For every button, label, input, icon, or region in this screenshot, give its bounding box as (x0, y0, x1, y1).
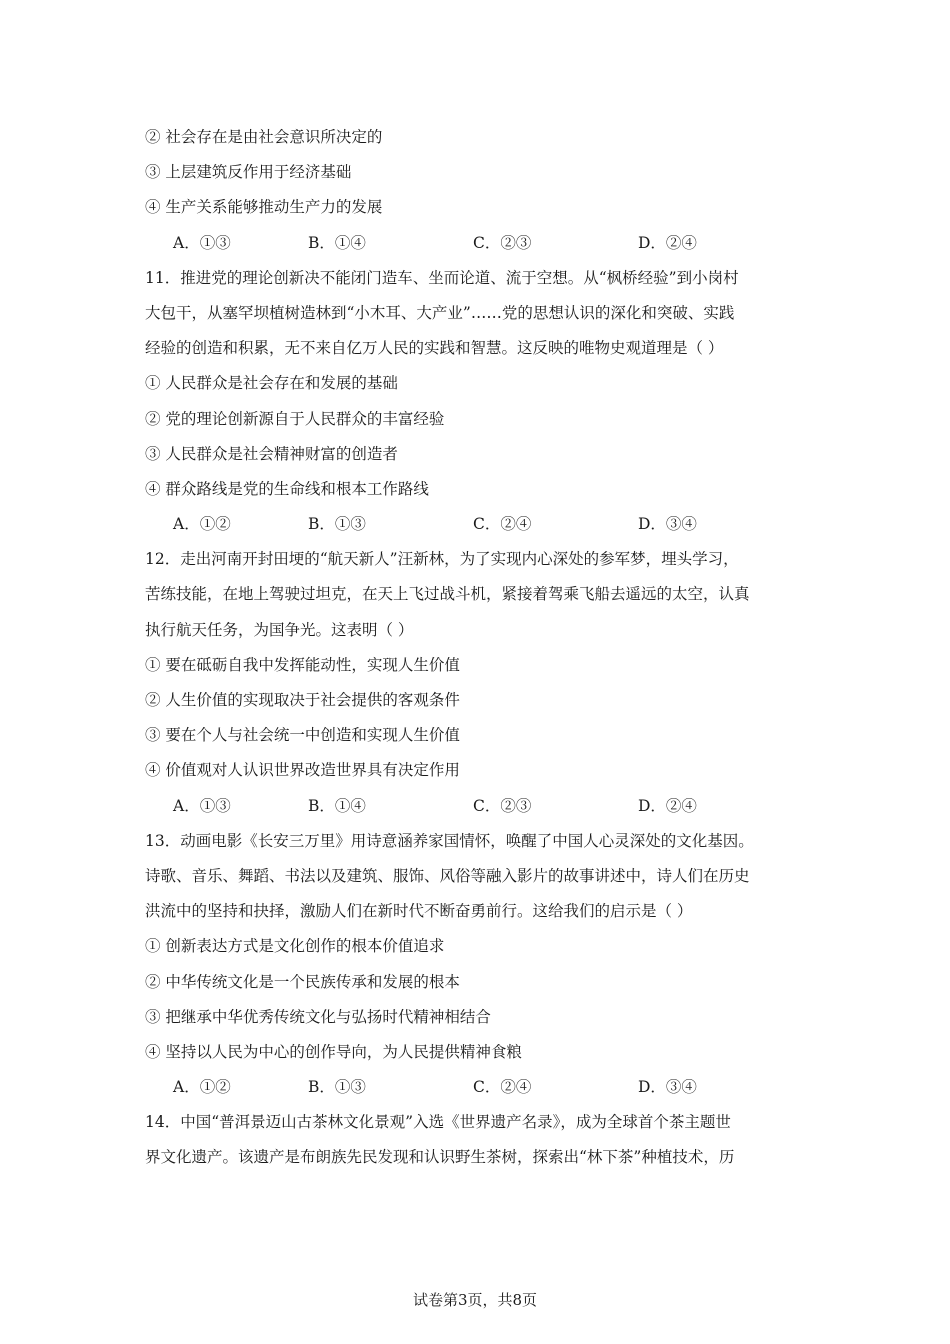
q12-option-b: B．①④ (308, 796, 366, 815)
q13-option-d: D．③④ (638, 1078, 697, 1097)
q14-stem-line-2: 界文化遗产。该遗产是布朗族先民发现和认识野生茶树，探索出“林下茶”种植技术，历 (145, 1148, 735, 1167)
q11-item-2: ② 党的理论创新源自于人民群众的丰富经验 (145, 409, 445, 428)
q12-stem-line-3: 执行航天任务，为国争光。这表明（ ） (145, 620, 414, 639)
q10-item-2: ② 社会存在是由社会意识所决定的 (145, 128, 383, 146)
q10-option-b: B．①④ (308, 233, 366, 252)
q11-stem-line-1: 11．推进党的理论创新决不能闭门造车、坐而论道、流于空想。从“枫桥经验”到小岗村 (145, 268, 739, 287)
q10-option-a: A．①③ (173, 233, 231, 252)
q12-item-2: ② 人生价值的实现取决于社会提供的客观条件 (145, 691, 460, 709)
question-13 (145, 824, 810, 1106)
q13-item-3: ③ 把继承中华优秀传统文化与弘扬时代精神相结合 (145, 1007, 491, 1026)
q11-option-c: C．②④ (473, 515, 532, 534)
q12-stem-line-1: 12．走出河南开封田埂的“航天新人”汪新林，为了实现内心深处的参军梦，埋头学习， (145, 550, 739, 569)
page-content (145, 120, 810, 1176)
q11-stem-line-3: 经验的创造和积累，无不来自亿万人民的实践和智慧。这反映的唯物史观道理是（ ） (145, 339, 724, 358)
q13-stem-line-3: 洪流中的坚持和抉择，激励人们在新时代不断奋勇前行。这给我们的启示是（ ） (145, 902, 693, 921)
page-footer: 试卷第3页，共8页 (412, 1291, 538, 1309)
q11-option-d: D．③④ (638, 515, 697, 534)
q12-option-a: A．①③ (173, 796, 231, 815)
q13-option-c: C．②④ (473, 1078, 532, 1097)
q13-options (145, 1070, 810, 1105)
q11-item-3: ③ 人民群众是社会精神财富的创造者 (145, 444, 398, 463)
q13-item-2: ② 中华传统文化是一个民族传承和发展的根本 (145, 972, 460, 991)
q11-option-b: B．①③ (308, 515, 366, 534)
q11-options (145, 507, 810, 542)
q10-item-3: ③ 上层建筑反作用于经济基础 (145, 163, 352, 182)
q12-stem-line-2: 苦练技能，在地上驾驶过坦克，在天上飞过战斗机，紧接着驾乘飞船去遥远的太空，认真 (145, 585, 750, 604)
question-10-items (145, 120, 810, 226)
q13-item-1: ① 创新表达方式是文化创作的根本价值追求 (145, 937, 445, 956)
q10-option-d: D．②④ (638, 233, 697, 252)
question-11 (145, 261, 810, 543)
q13-stem-line-1: 13．动画电影《长安三万里》用诗意涵养家国情怀，唤醒了中国人心灵深处的文化基因。 (145, 831, 754, 850)
q12-option-c: C．②③ (473, 796, 532, 815)
q10-item-4: ④ 生产关系能够推动生产力的发展 (145, 198, 383, 217)
q12-item-4: ④ 价值观对人认识世界改造世界具有决定作用 (145, 761, 460, 780)
q13-item-4: ④ 坚持以人民为中心的创作导向，为人民提供精神食粮 (145, 1042, 522, 1061)
q10-option-c: C．②③ (473, 233, 532, 252)
question-14 (145, 1105, 810, 1175)
question-12 (145, 542, 810, 824)
q11-item-4: ④ 群众路线是党的生命线和根本工作路线 (145, 479, 429, 498)
q12-item-3: ③ 要在个人与社会统一中创造和实现人生价值 (145, 726, 460, 745)
q11-stem-line-2: 大包干，从塞罕坝植树造林到“小木耳、大产业”……党的思想认识的深化和突破、实践 (145, 303, 735, 322)
q12-item-1: ① 要在砥砺自我中发挥能动性，实现人生价值 (145, 655, 460, 674)
q10-options (145, 226, 810, 261)
q11-item-1: ① 人民群众是社会存在和发展的基础 (145, 374, 398, 393)
q14-stem-line-1: 14．中国“普洱景迈山古茶林文化景观”入选《世界遗产名录》，成为全球首个茶主题世 (145, 1113, 731, 1132)
q11-option-a: A．①② (173, 515, 231, 534)
q12-option-d: D．②④ (638, 796, 697, 815)
q12-options (145, 789, 810, 824)
q13-option-a: A．①② (173, 1078, 231, 1097)
q13-option-b: B．①③ (308, 1078, 366, 1097)
q13-stem-line-2: 诗歌、音乐、舞蹈、书法以及建筑、服饰、风俗等融入影片的故事讲述中，诗人们在历史 (145, 866, 750, 885)
